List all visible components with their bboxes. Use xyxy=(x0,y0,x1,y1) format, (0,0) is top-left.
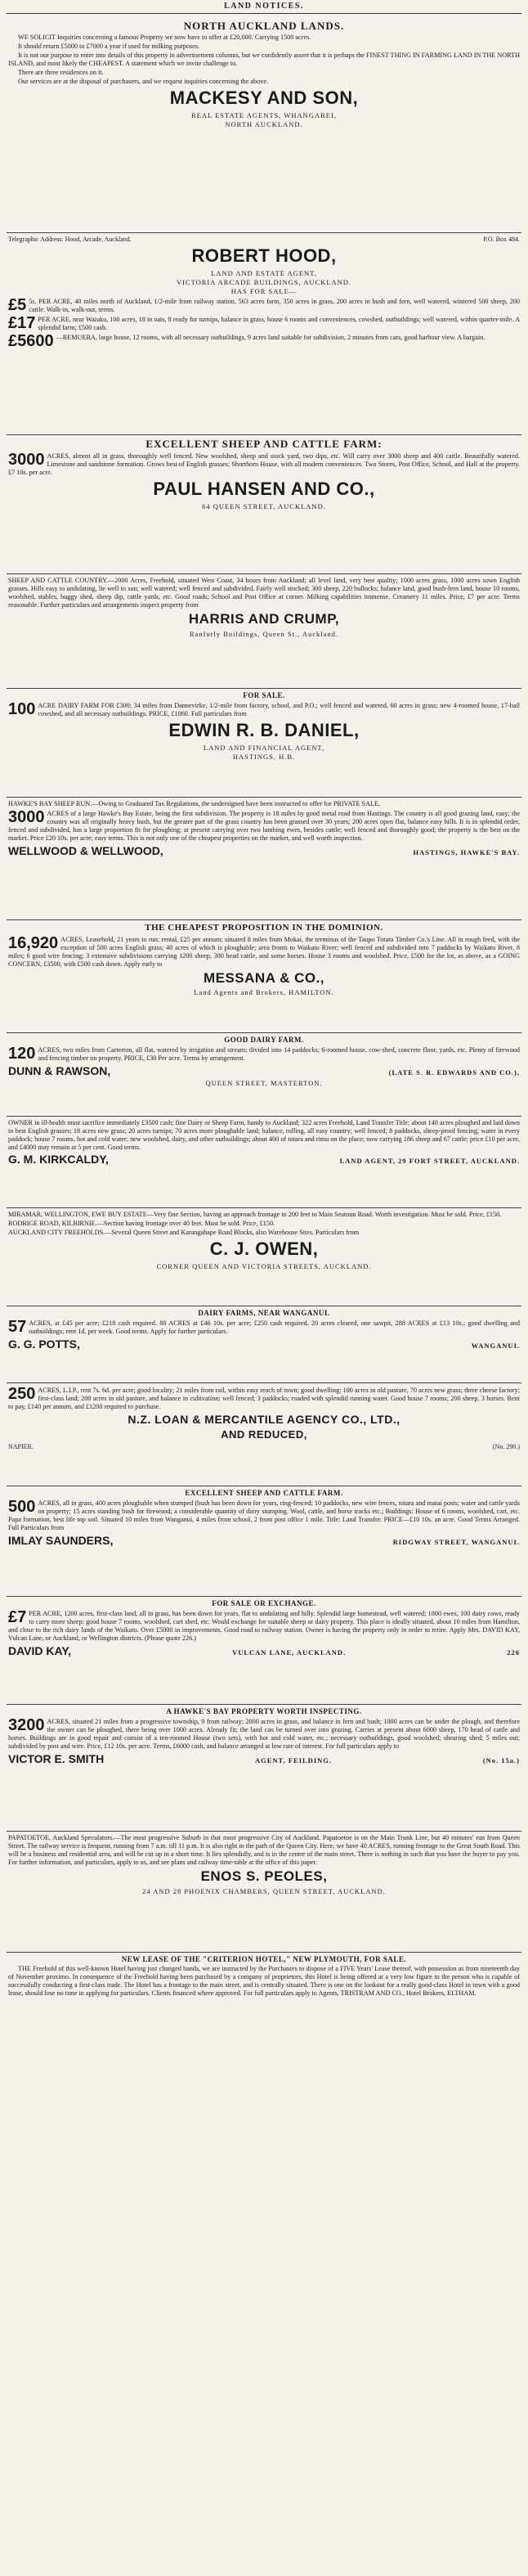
page-header: LAND NOTICES. xyxy=(224,2,304,11)
firm-note: (LATE S. R. EDWARDS AND CO.), xyxy=(388,1068,520,1077)
firm-address: 64 QUEEN STREET, AUCKLAND. xyxy=(202,501,326,510)
ad-intro: HAWKE'S BAY SHEEP RUN.—Owing to Graduated Tax Regulations, the undersigned have been instructed to offer for PRIVATE SALE, xyxy=(8,800,381,808)
firm-name: DAVID KAY, xyxy=(8,1644,72,1658)
ad-heading: A HAWKE'S BAY PROPERTY WORTH INSPECTING. xyxy=(166,1707,362,1716)
ad-paragraph: AUCKLAND CITY FREEHOLDS.—Several Queen Street and Karangahape Road Blocks, also Warehouse Sites. Particulars from xyxy=(8,1229,360,1237)
ad-imlay-saunders xyxy=(7,1486,521,1597)
ad-potts xyxy=(7,1306,521,1383)
listing-text: PER ACRE, 1200 acres, first-class land, all in grass, has been down for years, flat to undulating and hilly. Splendid large homestead, well watered; 1800 ewes, 100 dairy cows, ready to carry more sheep; good house 7 rooms, woolshed, cart shed, etc. Would exchange for suitable sheep or dairy property. This place is ideally situated, about 10 miles from Hamilton, and close to the rich dairy lands of the Waikato. Over £5000 in improvements. Good road to railway station. Owner is having the property only in order to retire. Apply Mrs. DAVID KAY, Vulcan Lane, or Auckland, or Wellington districts. (Please quote 226.) xyxy=(8,1610,520,1643)
ad-number: 226 xyxy=(507,1648,520,1657)
listing-text: PER ACRE, near Waiuku, 100 acres, 18 in oats, 8 ready for turnips, balance in grass, house 6 rooms and conveniences, cowshed, outbuildings; well watered, within quarter-mile. A splendid farm; £500 cash. xyxy=(38,315,520,331)
firm-name: HARRIS AND CRUMP, xyxy=(188,611,340,627)
firm-name: MESSANA & CO., xyxy=(203,969,325,986)
firm-address: LAND AGENT, 29 FORT STREET, AUCKLAND. xyxy=(339,1157,520,1166)
firm-row xyxy=(8,1064,520,1078)
listing xyxy=(8,1046,520,1063)
ad-paul-hansen xyxy=(7,435,521,574)
listing xyxy=(8,1387,520,1411)
ad-dunn-rawson xyxy=(7,1033,521,1117)
ad-heading: FOR SALE. xyxy=(243,691,285,700)
firm-address: Ranfurly Buildings, Queen St., Auckland. xyxy=(189,629,339,638)
ad-enos-peoles xyxy=(7,1832,521,1953)
telegraphic-row xyxy=(8,236,520,244)
firm-name: WELLWOOD & WELLWOOD, xyxy=(8,844,163,858)
ad-wellwood xyxy=(7,798,521,920)
firm-suffix: AND REDUCED, xyxy=(221,1428,307,1441)
listing xyxy=(8,452,520,477)
firm-name: EDWIN R. B. DANIEL, xyxy=(168,720,360,741)
firm-address: VICTORIA ARCADE BUILDINGS, AUCKLAND. xyxy=(176,278,352,287)
firm-name: MACKESY AND SON, xyxy=(169,88,359,109)
firm-address: QUEEN STREET, MASTERTON. xyxy=(205,1079,323,1088)
ad-heading: THE CHEAPEST PROPOSITION IN THE DOMINION. xyxy=(145,923,383,933)
ad-text: PAPATOETOE, Auckland Speculators.—The most progressive Suburb in that most progressive City of Auckland. Papatoetoe is on the Main Trunk Line, but 40 minutes' run from Queen Street. The railway service is frequent, running from 7 a.m. till 11 p.m. It is also right in the path of the Queen City. Here, we have 40 ACRES, running frontage to the Great South Road. This will be a business and residential area, and will be cut up in a short time. It lies splendidly, and is in the centre of the main street. There is nothing in such that you have the buyer to pay you. For further information, and particulars, apply to us, and see plans and railway time-table at the office of this paper. xyxy=(8,1834,520,1867)
listing-price: £5600 xyxy=(8,331,54,350)
listing-text: ACRES, L.I.P., rent 7s. 6d. per acre; good locality; 21 miles from rail, within easy reach of town; good dwelling; 100 acres in old pasture, 70 acres new grass; three cheese factory; first-class land; 200 acres in old pasture, and balance in cultivation; well fenced; 3 paddocks; roaded with splendid running water. Good house 7 rooms; 200 sheep, 3 horses. Rent to pay, £140 per annum, and £1200 required to purchase. xyxy=(8,1387,520,1411)
firm-title: LAND AND ESTATE AGENT, xyxy=(211,268,317,277)
ad-criterion-hotel xyxy=(7,1953,521,2049)
firm-address: REAL ESTATE AGENTS, WHANGAREI, xyxy=(191,110,337,119)
telegraphic-address: Telegraphic Address: Hood, Arcade, Auckland. xyxy=(8,236,132,244)
ad-text: SHEEP AND CATTLE COUNTRY.—2000 Acres, Freehold, situated West Coast, 34 hours from Auckland; all level land, very best quality; 1000 acres grass, 1000 acres sown English grasses. Hills easy to undulating, lie well to sun; well watered; well fenced and subdivided. Fairly well stocked; 300 sheep, 220 bullocks; balance land, good bush-fern land, house 10 rooms, woolshed, stables, buggy shed, sheep dip, cattle yards, etc. Good roads; School and Post Office at corner. Milking capabilities immense. Creamery 11 miles. Price, £7 per acre. Terms reasonable. Further particulars and arrangements inspect property from xyxy=(8,577,520,609)
firm-address: RIDGWAY STREET, WANGANUI. xyxy=(392,1538,520,1547)
po-box: P.O. Box 484. xyxy=(483,236,520,244)
footer-row xyxy=(8,1443,520,1451)
firm-address: VULCAN LANE, AUCKLAND. xyxy=(232,1648,347,1657)
ad-kirkcaldy xyxy=(7,1117,521,1208)
firm-address: HASTINGS, H.B. xyxy=(232,753,296,762)
acreage: 16,920 xyxy=(8,933,59,952)
firm-address: NAPIER. xyxy=(8,1443,34,1451)
listing xyxy=(8,295,520,314)
listing xyxy=(8,313,520,332)
firm-name: IMLAY SAUNDERS, xyxy=(8,1534,114,1548)
ad-paragraph: Our services are at the disposal of purchasers, and we request inquiries concerning the above. xyxy=(18,78,269,86)
ad-harris-crump xyxy=(7,574,521,689)
ad-victor-smith xyxy=(7,1705,521,1832)
listing-text: 5s. PER ACRE, 40 miles north of Auckland, 1/2-mile from railway station, 563 acres farm, 350 acres in grass, 200 acres in bush and fern, well watered, wintered 500 sheep, 200 cattle. Walk-in, walk-out, terms. xyxy=(29,297,520,313)
acreage: 120 xyxy=(8,1045,36,1063)
listing xyxy=(8,810,520,843)
ad-text: OWNER in ill-health must sacrifice immediately £3500 cash; fine Dairy or Sheep Farm, handy to Auckland; 322 acres Freehold, Land Transfer Title; about 140 acres ploughed and laid down in best English grasses; 18 acres new grass; 20 acres turnips; 70 acres more ploughable land; balance, rolling, all easy country; well fenced; 8 paddocks, sheep-proof fencing; water in every paddock; house 7 rooms, hot and cold water; new woolshed, dairy, and other outbuildings; about 400 of totara and rimu on the place; now carrying 186 sheep and 67 cattle; price £10 per acre, and £4000 may remain at 5 per cent. Good terms. xyxy=(8,1119,520,1152)
ad-heading: EXCELLENT SHEEP AND CATTLE FARM. xyxy=(185,1489,343,1498)
firm-address: HASTINGS, HAWKE'S BAY. xyxy=(413,848,520,857)
firm-address: NORTH AUCKLAND. xyxy=(225,120,303,129)
ad-david-kay xyxy=(7,1597,521,1705)
listing xyxy=(8,702,520,718)
listing xyxy=(8,1718,520,1751)
acreage: 250 xyxy=(8,1385,36,1404)
ad-heading: EXCELLENT SHEEP AND CATTLE FARM: xyxy=(145,438,383,451)
firm-address: 24 AND 28 PHOENIX CHAMBERS, QUEEN STREET, AUCKLAND. xyxy=(142,1886,386,1895)
firm-address: WANGANUI. xyxy=(471,1342,520,1351)
ad-paragraph: MIRAMAR, WELLINGTON, EWE BUY ESTATE—Very fine Section, having an approach frontage to 200 feet to Main Seatoun Road. Worth investigation. Must be sold. Price, £150. xyxy=(8,1211,502,1219)
firm-row xyxy=(8,1644,520,1658)
acreage: 57 xyxy=(8,1318,27,1337)
listing-text: ACRES, all in grass, 400 acres ploughable when stumped (bush has been down for years, ring-fenced; 10 paddocks, new wire fences, totara and matai posts; water and cattle yards on property; 15 acres standing bush for firewood; a considerable quantity of dairy stumping. Wool, cattle, and horse tracks etc.; Buildings: House of 6 rooms, woolshed, cart, etc. Papa formation, best life top soil. Situated 10 miles from Wanganui, 4 miles from school, 2 from post office 1 mile. Title: Land Transfer. PRICE—£10 10s. an acre. Good Terms Arranged. Full Particulars from xyxy=(8,1499,520,1532)
firm-row xyxy=(8,1752,520,1766)
listing-price: £17 xyxy=(8,313,36,332)
listing xyxy=(8,933,520,969)
has-for-sale: HAS FOR SALE— xyxy=(230,287,298,296)
firm-row xyxy=(8,1337,520,1351)
listing-text: ACRES, Leasehold, 21 years to run; rental, £25 per annum; situated 8 miles from Mokai, the terminus of the Taupo Totara Timber Co.'s Line. All in rough feed, with the exception of 500 acres English grass; 40 acres of which is ploughable; area fronts to Waikato River; well fenced and subdivided into 7 paddocks by Waikato River, 8 miles; 6 good wire fencing; 3 extensive subdivisions carrying 1200 sheep, 300 head cattle, and some horses. House 3 rooms and woolshed. Price, £500 for the lot, as above, as a GOING CONCERN, £3500, with £500 cash down. Apply early to xyxy=(8,935,520,968)
firm-name: C. J. OWEN, xyxy=(209,1239,319,1260)
listing xyxy=(8,331,520,350)
listing-text: ACRES of a large Hawke's Bay Estate, being the first subdivision. The property is 18 miles by good metal road from Hastings. The country is all good grazing land, easy; the country was all originally heavy bush, but the greater part of the grass country has been grassed over 30 years; 200 acres open flat, balance easy hills. It is in splendid order, fenced and subdivided, has a large proportion fit for ploughing; at present carrying over two lambing ewes, besides cattle; well fenced and thoroughly good; the property is the best on the market. Price £20 10s. per acre; easy terms. This is not only one of the cheapest properties on the market, and well worth inspection. xyxy=(8,810,520,843)
firm-name: G. G. POTTS, xyxy=(8,1337,80,1351)
ad-messana xyxy=(7,920,521,1033)
firm-name: ROBERT HOOD, xyxy=(191,245,337,266)
ad-paragraph: WE SOLICIT Inquiries concerning a famous Property we now have to offer at £20,000. Carrying 1500 acres. xyxy=(18,34,311,42)
listing-text: ACRES, almost all in grass, thoroughly well fenced. New woolshed, sheep and stock yard, two dips, etc. Will carry over 3000 sheep and 400 cattle. Beautifully watered. Limestone and sandstone formation. Grows best of English grasses; Shorthorn House, with all modern conveniences. Two Stores, Post Office, School, and Hall at the property. £7 10s. per acre. xyxy=(8,452,520,477)
ad-paragraph: It should return £5000 to £7000 a year if used for milking purposes. xyxy=(18,43,200,51)
ad-cj-owen xyxy=(7,1208,521,1306)
firm-name: DUNN & RAWSON, xyxy=(8,1064,111,1078)
ad-paragraph: RODRIGE ROAD, KILBIRNIE.—Section having frontage over 40 feet. Must be sold. Price, £150. xyxy=(8,1220,275,1228)
ad-north-auckland-lands xyxy=(7,17,521,233)
firm-name: VICTOR E. SMITH xyxy=(8,1752,105,1766)
firm-title: LAND AND FINANCIAL AGENT, xyxy=(203,743,325,752)
price-per-acre: £7 xyxy=(8,1608,27,1627)
firm-address: Land Agents and Brokers, HAMILTON. xyxy=(194,988,334,997)
ad-number: (No. 15a.) xyxy=(482,1756,520,1765)
firm-name: N.Z. LOAN & MERCANTILE AGENCY CO., LTD., xyxy=(128,1413,400,1427)
firm-address: CORNER QUEEN AND VICTORIA STREETS, AUCKLAND. xyxy=(156,1262,372,1271)
acreage: 3000 xyxy=(8,451,45,470)
firm-address: AGENT, FEILDING. xyxy=(255,1756,333,1765)
listing xyxy=(8,1610,520,1643)
listing xyxy=(8,1499,520,1532)
listing-text: ACRE DAIRY FARM FOR £300; 34 miles from Dannevirke, 1/2-mile from factory, school, and P.O.; well fenced and watered, 60 acres in grass; new 4-roomed house, 17-bail cowshed, and all necessary outbuildings. PRICE, £1060. Full particulars from xyxy=(38,702,520,718)
ad-robert-hood xyxy=(7,233,521,435)
acreage: 100 xyxy=(8,700,36,719)
listing-price: £5 xyxy=(8,295,27,314)
firm-row xyxy=(8,1534,520,1548)
ad-nz-loan xyxy=(7,1383,521,1486)
listing-text: ACRES, situated 21 miles from a progressive township, 9 from railway; 2000 acres in grass, and balance in fern and bush; 1000 acres can be under the plough, and therefore the owner can be ploughed, there being over 1000 acres. Already fit; the land can be turned over into grazing. Carries at present about 6000 sheep, 170 head of cattle and horses. Buildings are in good repair and consist of a ten-roomed House (two sets), with hot and cold water, etc.; necessary outbuildings, good woolshed; shearing shed; 5 miles out; subdivided by post and wire. Price, £12 10s. per acre. Terms, £6000 cash, and balance arranged at low rate of interest. For full particulars apply to xyxy=(8,1718,520,1751)
header-rule xyxy=(7,13,521,14)
listing-text: ACRES, at £45 per acre; £218 cash required. 80 ACRES at £46 10s. per acre; £250 cash required. 20 acres cleared, one sawpit, 288 ACRES at £13 10s.; good dwelling and outbuildings; rent 1d. per week. Good terms. Apply for further particulars. xyxy=(29,1319,520,1336)
firm-name: PAUL HANSEN AND CO., xyxy=(153,479,375,500)
listing-text: ACRES, two miles from Carterton, all flat, watered by irrigation and stream; divided into 14 paddocks; 6-roomed house, cow-shed, concrete floor, yards, etc. Plenty of firewood and fencing timber on property. PRICE, £30 Per acre. Terms by arrangement. xyxy=(38,1046,520,1063)
ad-number: (No. 290.) xyxy=(492,1443,520,1451)
acreage: 3200 xyxy=(8,1716,45,1735)
listing-text: —REMUERA, large house, 12 rooms, with all necessary outbuildings, 9 acres land suitable for subdivision, 2 minutes from cars, good harbour view. A bargain. xyxy=(56,333,485,341)
ad-paragraph: There are three residences on it. xyxy=(18,69,104,77)
ad-heading: FOR SALE OR EXCHANGE. xyxy=(212,1599,316,1608)
listing xyxy=(8,1319,520,1336)
firm-name: ENOS S. PEOLES, xyxy=(200,1868,328,1885)
ad-heading: NORTH AUCKLAND LANDS. xyxy=(183,20,345,33)
firm-name: G. M. KIRKCALDY, xyxy=(8,1153,109,1167)
ad-heading: DAIRY FARMS, NEAR WANGANUI. xyxy=(198,1309,330,1318)
ad-heading: GOOD DAIRY FARM. xyxy=(224,1036,304,1045)
firm-row xyxy=(8,844,520,858)
acreage: 3000 xyxy=(8,808,45,827)
firm-row xyxy=(8,1153,520,1167)
acreage: 500 xyxy=(8,1498,36,1517)
ad-text: THE Freehold of this well-known Hotel having just changed hands, we are instructed by the Purchasers to dispose of a FIVE Years' Lease thereof, with possession as from nineteenth day of November proximo. In consequence of the Freehold having been purchased by a company of proprietors, this Hotel is being offered at a very low figure to the person who is capable of successfully conducting a first-class trade. The Hotel has a frontage to the main street, and is centrally situated. There is one on the lookout for a really good-class Hotel in town with a good lease, should lose no time in applying for particulars. Clients financed where approved. For full particulars apply to Agents, TRISTRAM AND CO., Hotel Brokers, ELTHAM. xyxy=(8,1965,520,1998)
ad-paragraph: It is not our purpose to enter into details of this property in advertisement columns, but we confidently assert that it is perhaps the FINEST THING IN FARMING LAND IN THE NORTH ISLAND, and most likely the CHEAPEST. A statement which we invite challenge to. xyxy=(8,52,520,68)
ad-heading: NEW LEASE OF THE "CRITERION HOTEL," NEW PLYMOUTH, FOR SALE. xyxy=(121,1955,407,1964)
ad-edwin-daniel xyxy=(7,689,521,798)
